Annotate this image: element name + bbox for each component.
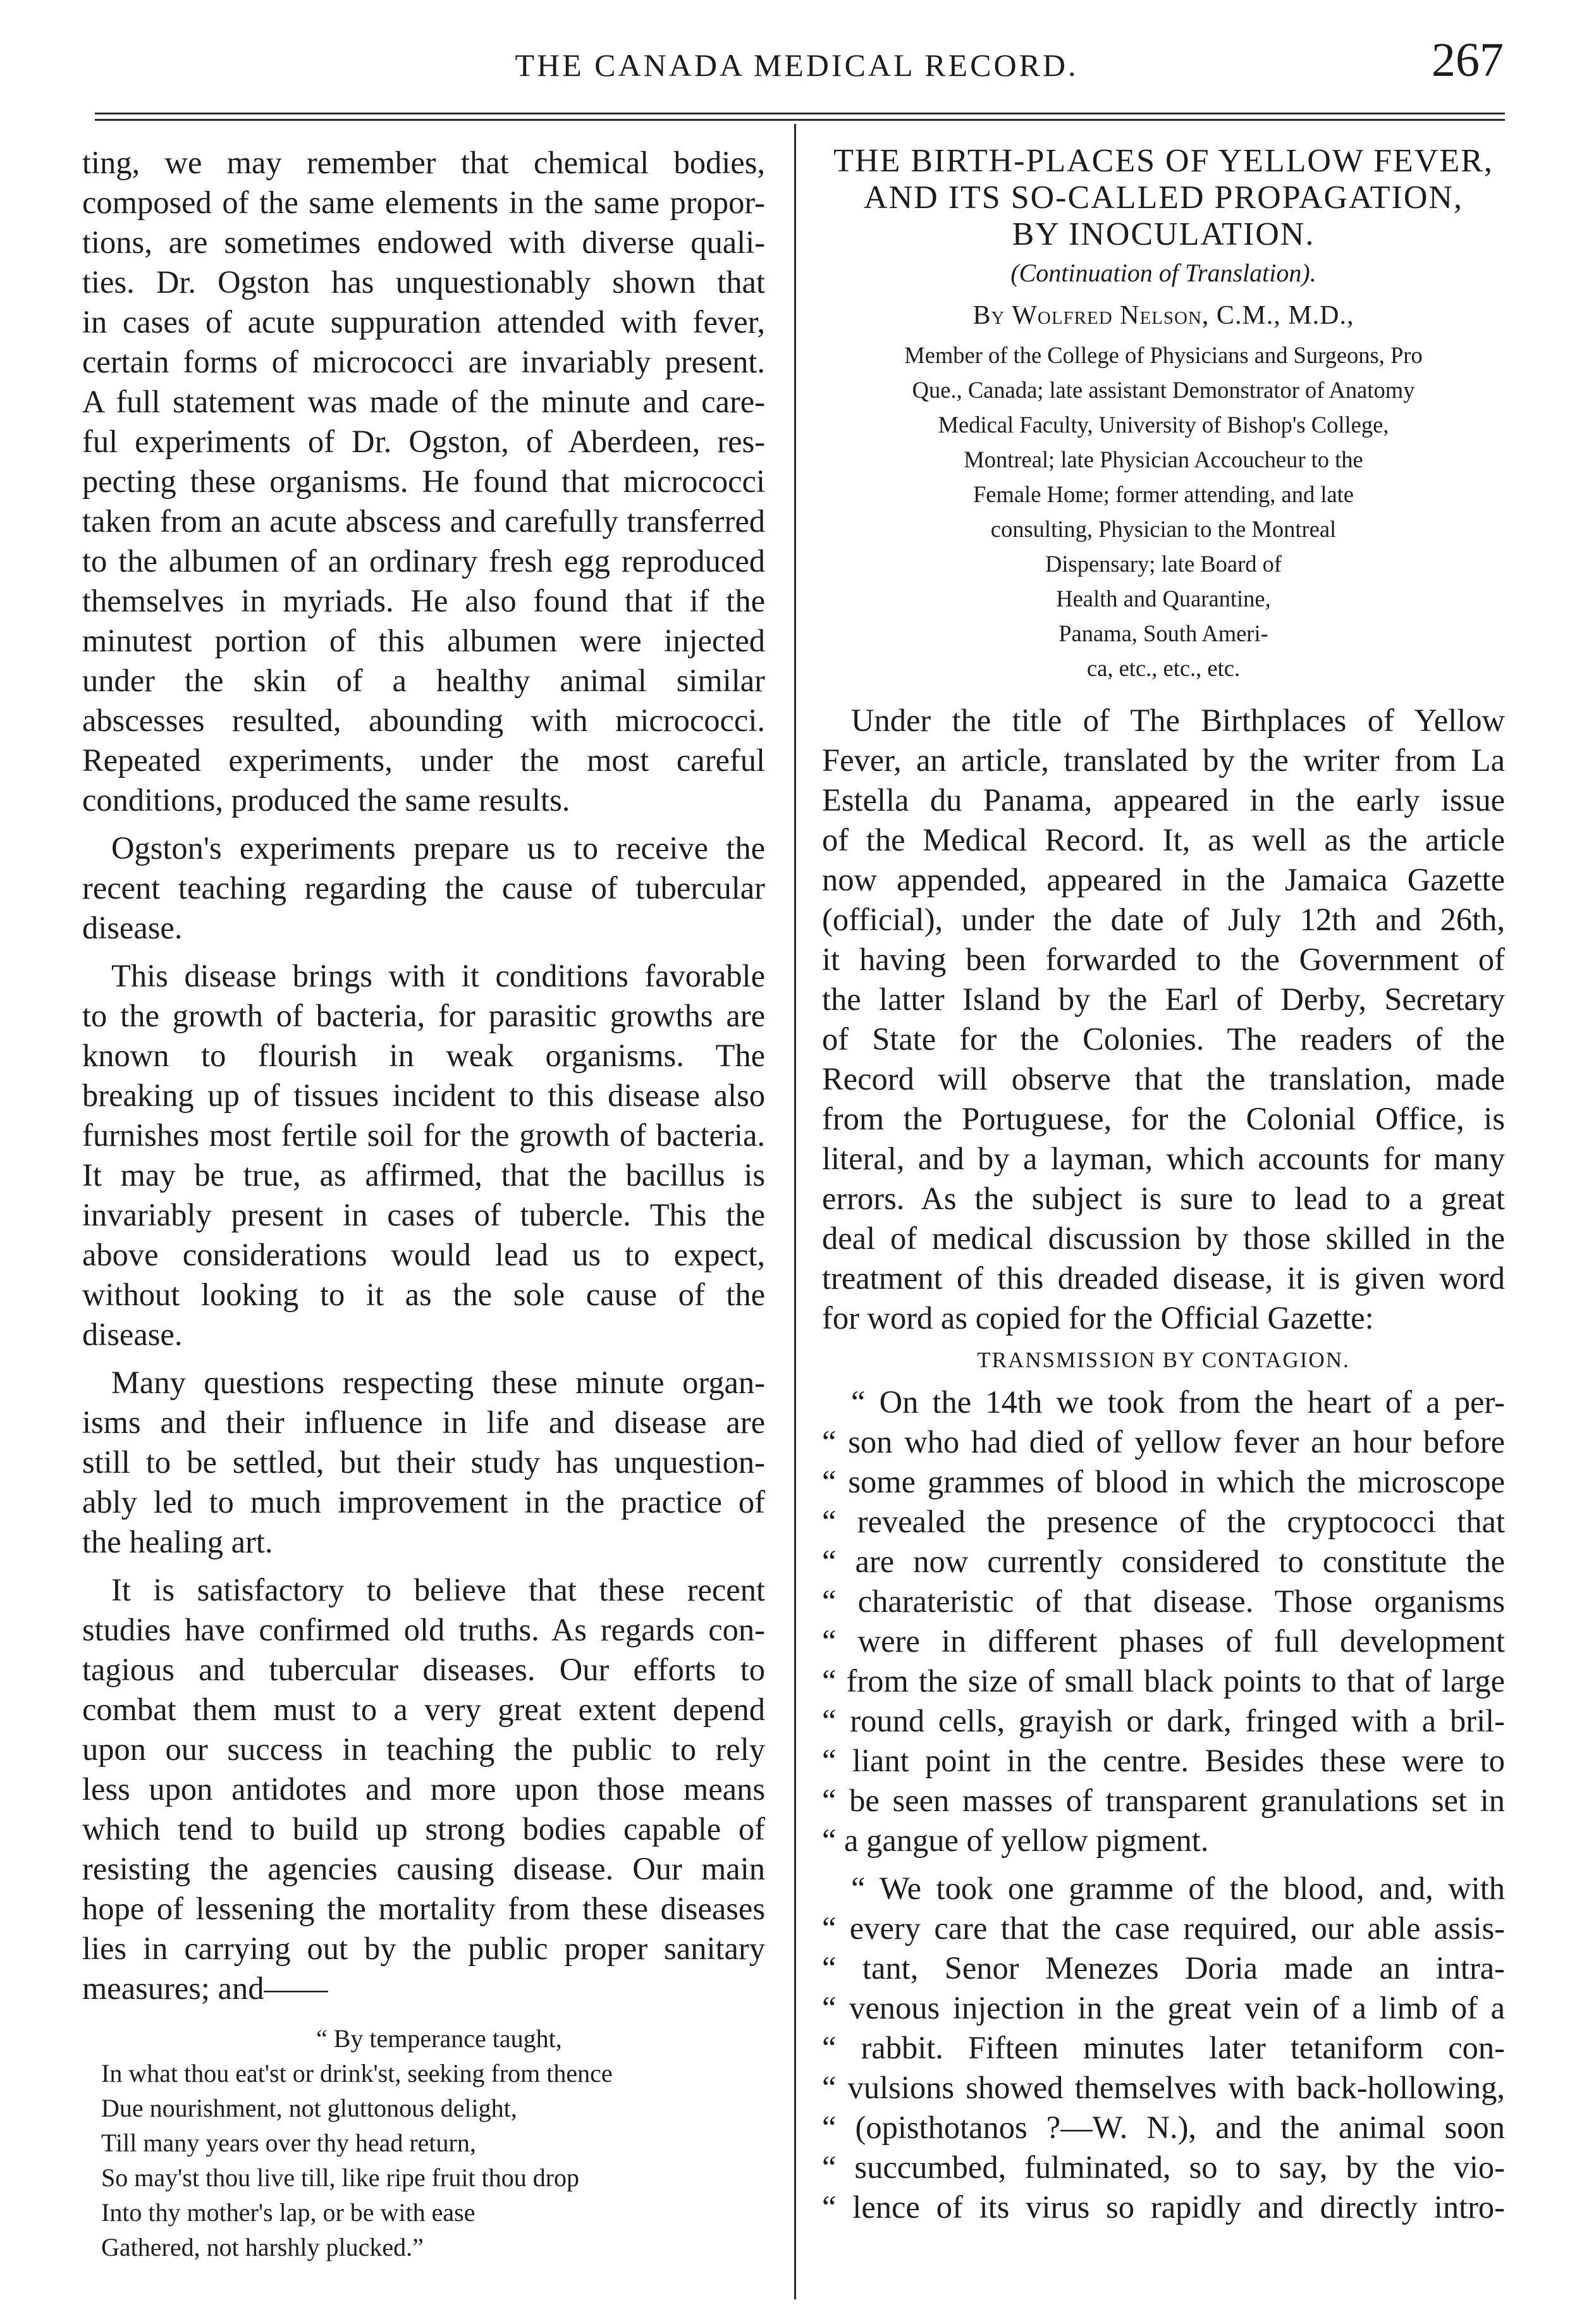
- text-line: measures; and——: [82, 1970, 328, 2006]
- header-rule-double: [95, 119, 1505, 121]
- text-line: minutest portion of this albumen were injected: [82, 623, 765, 658]
- column-divider: [794, 124, 796, 2299]
- text-line: “ vulsions showed themselves with back-hollowing,: [822, 2070, 1505, 2105]
- paragraph: [82, 143, 765, 820]
- affiliation-line: Female Home; former attending, and late: [972, 481, 1354, 507]
- text-line: ties. Dr. Ogston has unquestionably shown that: [82, 264, 765, 300]
- paragraph-gap: [82, 1355, 765, 1363]
- section-subheading: TRANSMISSION BY CONTAGION.: [977, 1348, 1350, 1372]
- text-line: “ some grammes of blood in which the microscope: [822, 1464, 1505, 1499]
- affiliation-line: Dispensary; late Board of: [1045, 551, 1282, 577]
- text-line: “ succumbed, fulminated, so to say, by the vio-: [822, 2149, 1505, 2185]
- verse-line: In what thou eat'st or drink'st, seeking from thence: [101, 2059, 613, 2087]
- text-line: “ liant point in the centre. Besides these were to: [822, 1743, 1505, 1778]
- text-line: abscesses resulted, abounding with micrococci.: [82, 703, 765, 738]
- text-line: breaking up of tissues incident to this disease also: [82, 1078, 765, 1113]
- text-line: without looking to it as the sole cause of the: [82, 1277, 765, 1312]
- text-line: treatment of this dreaded disease, it is given word: [822, 1260, 1505, 1296]
- verse-line: “ By temperance taught,: [316, 2024, 562, 2053]
- affiliation-line: Que., Canada; late assistant Demonstrator of Anatomy: [912, 377, 1415, 403]
- text-line: “ were in different phases of full development: [822, 1623, 1505, 1659]
- text-line: still to be settled, but their study has unquestion-: [82, 1444, 765, 1480]
- text-line: known to flourish in weak organisms. The: [82, 1038, 765, 1073]
- verse-line: Into thy mother's lap, or be with ease: [101, 2198, 475, 2227]
- text-line: ably led to much improvement in the practice of: [82, 1484, 765, 1520]
- text-line: pecting these organisms. He found that micrococci: [82, 464, 765, 499]
- text-line: the latter Island by the Earl of Derby, Secretary: [822, 981, 1505, 1017]
- title-line: BY INOCULATION.: [1012, 216, 1315, 252]
- text-line: combat them must to a very great extent depend: [82, 1692, 765, 1727]
- text-line: less upon antidotes and more upon those means: [82, 1771, 765, 1807]
- article-title: [822, 143, 1505, 338]
- text-line: “ venous injection in the great vein of a limb of a: [822, 1990, 1505, 2026]
- text-line: hope of lessening the mortality from these diseases: [82, 1891, 765, 1926]
- quoted-paragraph: [822, 1382, 1505, 1860]
- paragraph: [82, 1570, 765, 2008]
- journal-title: THE CANADA MEDICAL RECORD.: [515, 47, 1079, 83]
- verse-line: Gathered, not harshly plucked.”: [101, 2233, 424, 2261]
- page-number: 267: [1432, 34, 1504, 87]
- text-line: It may be true, as affirmed, that the bacillus is: [82, 1157, 765, 1193]
- text-line: “ On the 14th we took from the heart of a per-: [851, 1384, 1505, 1420]
- text-line: isms and their influence in life and disease are: [82, 1405, 765, 1440]
- text-line: resisting the agencies causing disease. Our main: [82, 1851, 765, 1886]
- text-line: “ be seen masses of transparent granulations set in: [822, 1783, 1505, 1818]
- text-line: Repeated experiments, under the most careful: [82, 742, 765, 778]
- text-line: “ from the size of small black points to that of large: [822, 1663, 1505, 1699]
- text-line: ful experiments of Dr. Ogston, of Aberdeen, res-: [82, 424, 765, 459]
- text-line: “ a gangue of yellow pigment.: [822, 1823, 1209, 1858]
- text-line: of the Medical Record. It, as well as the article: [822, 822, 1505, 858]
- text-line: invariably present in cases of tubercle. This the: [82, 1197, 765, 1233]
- paragraph: [82, 1363, 765, 1562]
- quoted-paragraph: [822, 1869, 1505, 2227]
- text-line: above considerations would lead us to expect,: [82, 1237, 765, 1272]
- page-header: [82, 33, 1511, 102]
- verse-line: So may'st thou live till, like ripe fruit thou drop: [101, 2163, 580, 2192]
- text-line: furnishes most fertile soil for the growth of bacteria.: [82, 1117, 765, 1153]
- text-line: which tend to build up strong bodies capable of: [82, 1811, 765, 1847]
- text-line: of State for the Colonies. The readers of the: [822, 1021, 1505, 1057]
- paragraph-gap: [82, 820, 765, 828]
- affiliation-line: Panama, South Ameri-: [1058, 620, 1268, 646]
- affiliation-line: Montreal; late Physician Accoucheur to the: [964, 446, 1363, 472]
- text-line: disease.: [82, 1317, 183, 1352]
- author-byline: By Wolfred Nelson, C.M., M.D.,: [972, 301, 1354, 330]
- text-line: from the Portuguese, for the Colonial Office, is: [822, 1101, 1505, 1136]
- text-line: “ son who had died of yellow fever an hour before: [822, 1424, 1505, 1460]
- text-line: “ every care that the case required, our able assis-: [822, 1910, 1505, 1946]
- paragraph-gap: [82, 948, 765, 956]
- paragraph-gap: [822, 1860, 1505, 1869]
- text-line: “ lence of its virus so rapidly and directly intro-: [822, 2189, 1505, 2225]
- text-line: ting, we may remember that chemical bodies,: [82, 145, 765, 180]
- text-line: for word as copied for the Official Gazette:: [822, 1300, 1374, 1336]
- text-line: composed of the same elements in the same propor-: [82, 185, 765, 220]
- text-line: themselves in myriads. He also found that if the: [82, 583, 765, 618]
- text-line: lies in carrying out by the public proper sanitary: [82, 1931, 765, 1966]
- paragraph: [82, 956, 765, 1355]
- text-line: “ tant, Senor Menezes Doria made an intra-: [822, 1950, 1505, 1986]
- text-line: This disease brings with it conditions favorable: [111, 958, 765, 993]
- text-line: Ogston's experiments prepare us to receive the: [111, 830, 765, 866]
- text-line: now appended, appeared in the Jamaica Gazette: [822, 862, 1505, 897]
- affiliation-line: consulting, Physician to the Montreal: [990, 516, 1337, 542]
- text-line: Many questions respecting these minute organ-: [111, 1365, 765, 1400]
- text-line: literal, and by a layman, which accounts for many: [822, 1141, 1505, 1176]
- text-line: recent teaching regarding the cause of tubercular: [82, 870, 765, 906]
- right-column: [822, 143, 1505, 2227]
- text-line: conditions, produced the same results.: [82, 782, 570, 818]
- text-line: tions, are sometimes endowed with diverse quali-: [82, 224, 765, 260]
- author-affiliation: [822, 338, 1505, 686]
- text-line: “ round cells, grayish or dark, fringed with a bril-: [822, 1703, 1505, 1738]
- affiliation-line: Member of the College of Physicians and Surgeons, Pro: [904, 342, 1423, 368]
- verse-line: Till many years over thy head return,: [101, 2129, 476, 2157]
- paragraph-gap: [82, 1562, 765, 1570]
- title-line: THE BIRTH-PLACES OF YELLOW FEVER,: [833, 143, 1494, 179]
- text-line: studies have confirmed old truths. As regards con-: [82, 1612, 765, 1647]
- text-line: to the albumen of an ordinary fresh egg reproduced: [82, 543, 765, 579]
- text-line: in cases of acute suppuration attended with fever,: [82, 304, 765, 340]
- text-line: to the growth of bacteria, for parasitic growths are: [82, 998, 765, 1033]
- intro-paragraph: [822, 701, 1505, 1338]
- text-line: “ We took one gramme of the blood, and, with: [851, 1871, 1505, 1906]
- verse-line: Due nourishment, not gluttonous delight,: [101, 2094, 517, 2122]
- title-line: AND ITS SO-CALLED PROPAGATION,: [864, 180, 1463, 216]
- text-line: Fever, an article, translated by the writer from La: [822, 742, 1505, 778]
- text-line: “ are now currently considered to constitute the: [822, 1544, 1505, 1579]
- text-line: “ charateristic of that disease. Those organisms: [822, 1583, 1505, 1619]
- text-line: under the skin of a healthy animal similar: [82, 663, 765, 698]
- left-column: [82, 143, 765, 2265]
- text-line: “ rabbit. Fifteen minutes later tetaniform con-: [822, 2030, 1505, 2065]
- text-line: Estella du Panama, appeared in the early issue: [822, 782, 1505, 818]
- text-line: upon our success in teaching the public to rely: [82, 1731, 765, 1767]
- text-line: Under the title of The Birthplaces of Yellow: [851, 703, 1505, 738]
- text-line: disease.: [82, 910, 183, 945]
- text-line: “ (opisthotanos ?—W. N.), and the animal soon: [822, 2110, 1505, 2145]
- paragraph: [82, 828, 765, 948]
- text-line: errors. As the subject is sure to lead to a great: [822, 1181, 1505, 1216]
- continuation-note: (Continuation of Translation).: [1010, 259, 1316, 287]
- text-line: It is satisfactory to believe that these recent: [111, 1572, 765, 1608]
- text-line: the healing art.: [82, 1524, 273, 1559]
- text-line: it having been forwarded to the Government of: [822, 942, 1505, 977]
- text-line: (official), under the date of July 12th and 26th,: [822, 902, 1505, 937]
- text-line: Record will observe that the translation, made: [822, 1061, 1505, 1097]
- verse-quotation: [82, 2021, 765, 2265]
- affiliation-line: Medical Faculty, University of Bishop's College,: [938, 412, 1389, 438]
- text-line: certain forms of micrococci are invariably present.: [82, 344, 765, 379]
- affiliation-line: ca, etc., etc., etc.: [1086, 655, 1241, 681]
- text-line: “ revealed the presence of the cryptococci that: [822, 1504, 1505, 1539]
- text-line: A full statement was made of the minute and care-: [82, 384, 765, 419]
- text-line: taken from an acute abscess and carefully transferred: [82, 503, 765, 539]
- text-line: tagious and tubercular diseases. Our efforts to: [82, 1652, 765, 1687]
- header-rule: [95, 113, 1505, 114]
- text-line: deal of medical discussion by those skilled in the: [822, 1220, 1505, 1256]
- affiliation-line: Health and Quarantine,: [1056, 586, 1271, 612]
